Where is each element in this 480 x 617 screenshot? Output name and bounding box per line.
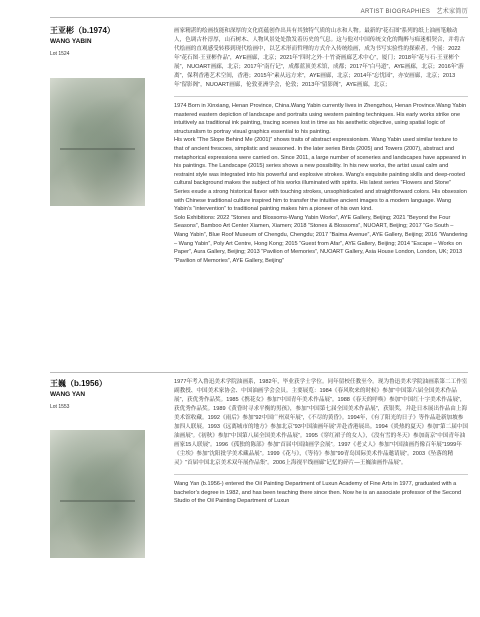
artist-name-cn: 王巍（b.1956） <box>50 379 107 388</box>
bio-english <box>174 102 468 265</box>
artist-meta <box>50 378 160 410</box>
artist-bio <box>174 25 468 265</box>
header-rule <box>50 17 468 18</box>
bio-divider <box>174 474 468 475</box>
artist-bio <box>174 378 468 506</box>
bio-chinese: 1977年考入鲁迅美术学院油画系，1982年，毕业获学士学位。同年留校任教至今。现为鲁迅美术学院油画系第二工作室副教授、中国美术家协会、中国油画学会会员。主要展览：1984《春风吹来的时候》参加“中国第六届全国美术作品展”，获优秀作品奖。1985《携花女》参加“中国青年美术作品展”。1988《春天的呼唤》参加“中国红十字美术作品展”，获优秀作品奖。1989《黄昏时寻求平衡的男孩》，参加“中国第七届全国美术作品展”，获银奖，并赴日本展出作品由上海美术馆收藏。1992《雨后》参加“92中国广州双年展”，《不尽的黄昏》。1994年，《有了阳光的日子》等作品赴新加坡参加四人联展。1993《远离城市的地方》参加北京“93中国油画年展”并赴香港展出。1994《炎热的夏天》参加“第二届中国油画展”。《初秋》参加“中国第八届全国美术作品展”。1995《穿红裙子的女人》，《没有雪的冬天》参加南京“中国青年油画家15人联展”。1996《孤独的陈部》参加“首届中国油画学会展”。1997《老丈人》参加“中国油画肖像百年展”1999年《尘埃》参加“沈阳批学美术藏品展”。1999《花与》，《等待》参加“99青岛国际美术作品邀请展”。2003《坠落的精灵》“首届中国北京美术双年展作品集”。2006上海视平线画廊“记忆的碎片—王巍油画作品展”。 <box>174 379 469 466</box>
bio-english: Wang Yan (b.1956-) entered the Oil Painting Department of Luxun Academy of Fine Arts in 1977, graduated with a bachelor’s degree in 1982, and has been teaching there since then. Now he is an associate professor of the Second Studio of the Oil Painting Department of Luxun <box>174 481 462 505</box>
bio-chinese: 画家精湛的绘画技能和深厚的文化底蕴创作出具有其独特气质的山水和人物。最新的“花石图”系列的纸上油画笔触动人，色调古朴淳厚，山石树木、人物风景处处散发着历史的气息。这与他对中国传统文化的陶醉与痴迷相契合，并将古代绘画的直观感受转移到现代绘画中，以艺术形而哲理的方式介入传统绘画，成为书写实验性的探索者。个展：2022年“花石图·王亚彬作品”，AYE画廊，北京；2021年“四时之外·十竹斋画廊艺术中心”，厦门；2018年“花与石·王亚彬个展”，NUOART画廊，北京；2017年“南行记”，成都蓝顶美术馆，成都；2017年“白马道”，AYE画廊，北京；2016年“游离”，保利香港艺术空间，香港；2015年“素从远方来”，AYE画廊，北京；2014年“忘忧园”，亦安画廊，北京；2013年“留影阁”，NUOART画廊，伦敦亚洲学会，伦敦；2013年“留影阁”，AYE画廊，北京； <box>174 28 465 88</box>
artist-name-en: WANG YABIN <box>50 38 92 45</box>
page-header: ARTIST BIOGRAPHIES 艺术家简历 <box>360 9 468 15</box>
lot-number: Lot 1553 <box>50 404 70 410</box>
artist-name-en: WANG YAN <box>50 391 86 398</box>
artwork-image <box>50 430 145 558</box>
artwork-stroke <box>60 148 135 150</box>
artwork-stroke <box>60 500 135 502</box>
section-rule <box>50 372 468 373</box>
lot-number: Lot 1524 <box>50 51 70 57</box>
bio-divider <box>174 96 468 97</box>
bio-english-text: 1974 Born in Xinxiang, Henan Province, China.Wang Yabin currently lives in Zhengzhou, Henan Province.Wang Yabin mastered eastern depiction of landscape and portraits using western painting techniques. His early works strike one intuitively as traditional ink painting, tracing scenes lost in time as his aesthetic objective, using spatial logic of structuralism to portray visual graphics essential to his painting. His work “The Slope Behind Me (2001)” shows traits of abstract expressionism. Wang Yabin used similar texture to that of ancient frescoes, simplistic and seasoned. In the later series Birds (2005) and Towers (2007), abstract and metaphorical expressions were carried on. Since 2011, a large number of sceneries and landscapes have appeared in his paintings. The Landscape (2015) series shows a new possibility. In his new works, the artist usual calm and restraint style was integrated into his powerful and explosive strokes. Wang’s exquisite painting skills and deep-rooted cultural background makes the subject of his works illuminated with spirits. His latest series “Flowers and Stone” Series exude a strong historical flavor with touching strokes, unsophisticated and straightforward colors. His obsession with Chinese traditional culture inspired him to transfer the intuitive ancient images to a modern language. Wang Yabin’s “intervention” to traditional painting makes him a pioneer of his own kind. Solo Exhibitions: 2022 “Stones and Blossoms-Wang Yabin Works”, AYE Gallery, Beijing; 2021 “Beyond the Four Seasons”, Bamboo Art Center Xiamen, Xiamen; 2018 “Stones & Blossoms”, NUOART, Beijing; 2017 “Go South – Wang Yabin”, Blue Roof Museum of Chengdu, Chengdu; 2017 “Baima Avenue”, AYE Gallery, Beijing; 2016 “Wandering – Wang Yabin”, Poly Art Centre, Hong Kong; 2015 “Guest from Afar”, AYE Gallery, Beijing; 2014 “Escape – Works on Paper”, Aura Gallery, Beijing; 2013 “Pavilion of Memories”, NUOART Gallery, Asia House London, London, UK; 2013 “Pavilion of Memories”, AYE Gallery, Beijing” <box>174 103 468 264</box>
artist-name-cn: 王亚彬（b.1974） <box>50 26 115 35</box>
artist-meta <box>50 25 160 57</box>
artwork-image <box>50 78 145 206</box>
